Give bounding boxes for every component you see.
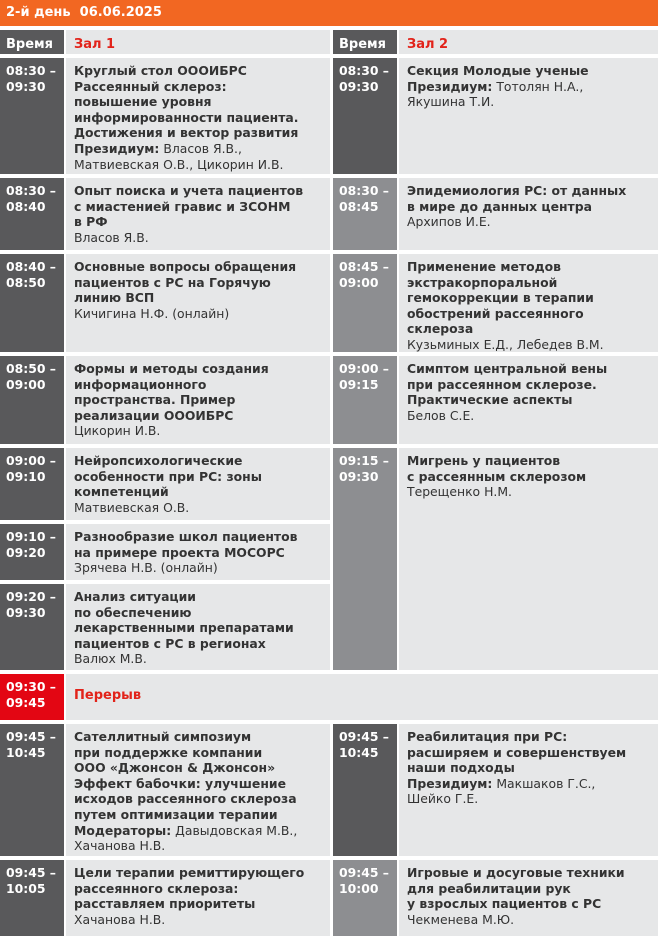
talk-speaker: Власов Я.В. [74, 229, 149, 245]
talk-title: Симптом центральной вены при рассеянном склерозе. Практические аспекты [407, 361, 608, 408]
talk-speaker: Кузьминых Е.Д., Лебедев В.М. [407, 336, 604, 352]
role-label: Модераторы: [74, 822, 172, 838]
hall1-session [66, 58, 330, 174]
session-people: Макшаков Г.С., Шейко Г.Е. [407, 775, 596, 807]
session-title: Сателлитный симпозиум при поддержке компании ООО «Джонсон & Джонсон» Эффект бабочки: улучшение исходов рассеянного склероза путем оптимизации терапии [74, 729, 297, 822]
talk-speaker: Валюх М.В. [74, 651, 147, 667]
hall1-talk-time: 09:10 – 09:20 [0, 524, 64, 580]
hall1-talk [66, 254, 330, 352]
hall2-label: Зал 2 [407, 37, 449, 52]
role-label: Президиум: [407, 78, 493, 94]
hall2-talk-time: 09:45 – 10:00 [333, 860, 397, 936]
talk-speaker: Кичигина Н.Ф. (онлайн) [74, 305, 230, 321]
hall2-talk-time: 08:30 – 08:45 [333, 178, 397, 250]
session-people: Давыдовская М.В., Хачанова Н.В. [74, 822, 298, 854]
talk-speaker: Хачанова Н.В. [74, 911, 166, 927]
hall2-talk [399, 860, 658, 936]
hall1-session-time: 08:30 – 09:30 [0, 58, 64, 174]
talk-speaker: Матвиевская О.В. [74, 499, 190, 515]
hall1-talk [66, 178, 330, 250]
hall1-talk-time: 09:20 – 09:30 [0, 584, 64, 670]
session-title: Круглый стол ОООИБРС Рассеянный склероз: повышение уровня информированности пациента. Достижения и вектор развития [74, 63, 299, 141]
time-column-label-1: Время [6, 37, 54, 52]
hall1-talk [66, 524, 330, 580]
hall2-talk-time: 09:00 – 09:15 [333, 356, 397, 444]
talk-title: Применение методов экстракорпоральной гемокоррекции в терапии обострений рассеянного склероза [407, 259, 594, 337]
talk-title: Основные вопросы обращения пациентов с РС на Горячую линию ВСП [74, 259, 297, 306]
hall1-talk-time: 09:45 – 10:05 [0, 860, 64, 936]
hall2-talk [399, 448, 658, 670]
role-label: Президиум: [407, 775, 493, 791]
session-people: Тотолян Н.А., Якушина Т.И. [407, 78, 584, 110]
hall1-symposium-time: 09:45 – 10:45 [0, 724, 64, 856]
talk-speaker: Зрячева Н.В. (онлайн) [74, 560, 218, 576]
talk-speaker: Терещенко Н.М. [407, 484, 512, 500]
talk-title: Разнообразие школ пациентов на примере проекта МОСОРС [74, 529, 298, 560]
hall2-session-time: 08:30 – 09:30 [333, 58, 397, 174]
talk-speaker: Архипов И.Е. [407, 214, 491, 230]
hall1-symposium [66, 724, 330, 856]
session-title: Реабилитация при РС: расширяем и совершенствуем наши подходы [407, 729, 627, 776]
hall1-talk [66, 584, 330, 670]
hall2-talk [399, 178, 658, 250]
talk-speaker: Цикорин И.В. [74, 423, 161, 439]
hall1-talk-time: 09:00 – 09:10 [0, 448, 64, 520]
hall1-header [66, 30, 330, 54]
talk-title: Мигрень у пациентов с рассеянным склерозом [407, 453, 587, 484]
talk-title: Формы и методы создания информационного пространства. Пример реализации ОООИБРС [74, 361, 269, 423]
hall1-talk-time: 08:40 – 08:50 [0, 254, 64, 352]
hall1-talk-time: 08:30 – 08:40 [0, 178, 64, 250]
hall2-header [399, 30, 658, 54]
talk-title: Нейропсихологические особенности при РС: зоны компетенций [74, 453, 262, 500]
talk-speaker: Чекменева М.Ю. [407, 911, 515, 927]
hall2-talk [399, 356, 658, 444]
talk-title: Эпидемиология РС: от данных в мире до данных центра [407, 183, 627, 214]
talk-title: Опыт поиска и учета пациентов с миастенией гравис и ЗСОНМ в РФ [74, 183, 304, 230]
hall2-talk-time: 09:15 – 09:30 [333, 448, 397, 670]
talk-title: Цели терапии ремиттирующего рассеянного склероза: расставляем приоритеты [74, 865, 305, 912]
hall1-talk [66, 860, 330, 936]
time-column-label-2: Время [339, 37, 387, 52]
hall1-talk-time: 08:50 – 09:00 [0, 356, 64, 444]
break-time: 09:30 – 09:45 [0, 674, 64, 720]
session-people: Власов Я.В., Матвиевская О.В., Цикорин И.В. [74, 140, 284, 172]
break-text: Перерыв [74, 688, 142, 703]
hall1-talk [66, 448, 330, 520]
time-column-header-1 [0, 30, 64, 54]
talk-title: Анализ ситуации по обеспечению лекарственными препаратами пациентов с РС в регионах [74, 589, 294, 651]
break-label [66, 674, 658, 720]
hall2-session-time: 09:45 – 10:45 [333, 724, 397, 856]
talk-speaker: Белов С.Е. [407, 407, 475, 423]
hall2-session [399, 58, 658, 174]
day-header-bar [0, 0, 658, 26]
hall2-talk-time: 08:45 – 09:00 [333, 254, 397, 352]
hall2-session [399, 724, 658, 856]
hall1-talk [66, 356, 330, 444]
talk-title: Игровые и досуговые техники для реабилитации рук у взрослых пациентов с РС [407, 865, 625, 912]
session-title: Секция Молодые ученые [407, 63, 589, 78]
day-header-title: 2-й день 06.06.2025 [6, 5, 162, 20]
hall2-talk [399, 254, 658, 352]
hall1-label: Зал 1 [74, 37, 116, 52]
time-column-header-2 [333, 30, 397, 54]
role-label: Президиум: [74, 140, 160, 156]
